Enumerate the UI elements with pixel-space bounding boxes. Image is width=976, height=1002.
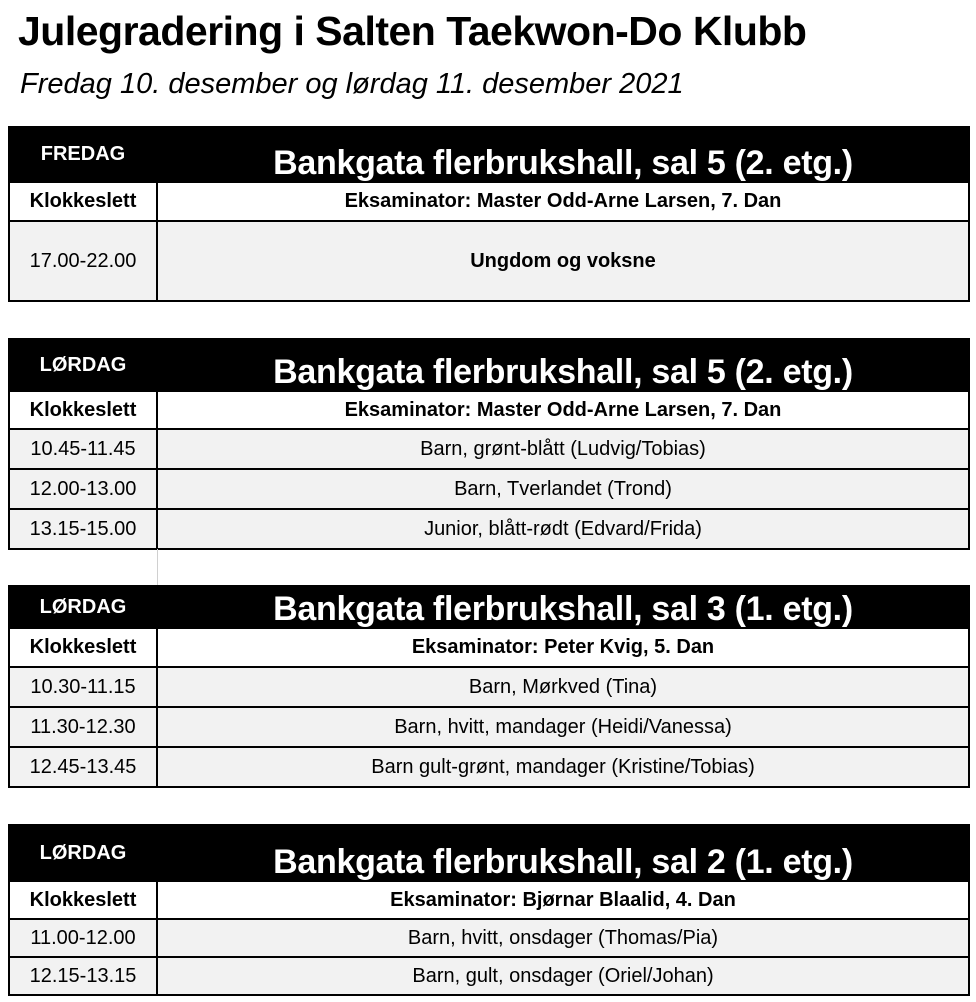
table-row xyxy=(9,957,969,995)
examiner-row xyxy=(9,881,969,919)
faint-grid-line xyxy=(157,549,158,585)
group-cell: Barn, hvitt, mandager (Heidi/Vanessa) xyxy=(157,707,969,747)
table-row xyxy=(9,707,969,747)
time-cell: 11.30-12.30 xyxy=(9,707,157,747)
examiner-label: Eksaminator: Master Odd-Arne Larsen, 7. Dan xyxy=(157,391,969,429)
examiner-row xyxy=(9,391,969,429)
group-cell: Barn, Mørkved (Tina) xyxy=(157,667,969,707)
group-cell: Barn gult-grønt, mandager (Kristine/Tobias) xyxy=(157,747,969,787)
table-header-row xyxy=(9,339,969,391)
time-column-header: Klokkeslett xyxy=(9,391,157,429)
day-label: LØRDAG xyxy=(9,825,157,881)
day-label: LØRDAG xyxy=(9,586,157,628)
schedule-table-lordag-sal-2 xyxy=(8,824,970,996)
examiner-label: Eksaminator: Master Odd-Arne Larsen, 7. Dan xyxy=(157,182,969,221)
group-cell: Junior, blått-rødt (Edvard/Frida) xyxy=(157,509,969,549)
group-cell: Barn, Tverlandet (Trond) xyxy=(157,469,969,509)
time-cell: 11.00-12.00 xyxy=(9,919,157,957)
table-header-row xyxy=(9,586,969,628)
venue-label: Bankgata flerbrukshall, sal 2 (1. etg.) xyxy=(157,825,969,881)
table-row xyxy=(9,919,969,957)
schedule-table-lordag-sal-5 xyxy=(8,338,970,550)
group-cell: Barn, grønt-blått (Ludvig/Tobias) xyxy=(157,429,969,469)
time-cell: 17.00-22.00 xyxy=(9,221,157,301)
time-cell: 12.45-13.45 xyxy=(9,747,157,787)
table-row xyxy=(9,509,969,549)
time-column-header: Klokkeslett xyxy=(9,182,157,221)
day-label: LØRDAG xyxy=(9,339,157,391)
schedule-table-lordag-sal-3 xyxy=(8,585,970,788)
time-cell: 10.45-11.45 xyxy=(9,429,157,469)
examiner-row xyxy=(9,182,969,221)
venue-label: Bankgata flerbrukshall, sal 5 (2. etg.) xyxy=(157,127,969,182)
venue-label: Bankgata flerbrukshall, sal 3 (1. etg.) xyxy=(157,586,969,628)
table-row xyxy=(9,429,969,469)
examiner-label: Eksaminator: Peter Kvig, 5. Dan xyxy=(157,628,969,667)
group-cell: Ungdom og voksne xyxy=(157,221,969,301)
examiner-label: Eksaminator: Bjørnar Blaalid, 4. Dan xyxy=(157,881,969,919)
table-row xyxy=(9,221,969,301)
time-cell: 13.15-15.00 xyxy=(9,509,157,549)
table-header-row xyxy=(9,825,969,881)
day-label: FREDAG xyxy=(9,127,157,182)
examiner-row xyxy=(9,628,969,667)
table-row xyxy=(9,469,969,509)
time-column-header: Klokkeslett xyxy=(9,628,157,667)
group-cell: Barn, gult, onsdager (Oriel/Johan) xyxy=(157,957,969,995)
group-cell: Barn, hvitt, onsdager (Thomas/Pia) xyxy=(157,919,969,957)
table-row xyxy=(9,667,969,707)
time-cell: 10.30-11.15 xyxy=(9,667,157,707)
table-row xyxy=(9,747,969,787)
page-title: Julegradering i Salten Taekwon-Do Klubb xyxy=(18,8,807,54)
venue-label: Bankgata flerbrukshall, sal 5 (2. etg.) xyxy=(157,339,969,391)
schedule-table-fredag-sal-5 xyxy=(8,126,970,302)
time-cell: 12.00-13.00 xyxy=(9,469,157,509)
page-subtitle: Fredag 10. desember og lørdag 11. desember 2021 xyxy=(20,68,684,100)
table-header-row xyxy=(9,127,969,182)
time-column-header: Klokkeslett xyxy=(9,881,157,919)
time-cell: 12.15-13.15 xyxy=(9,957,157,995)
